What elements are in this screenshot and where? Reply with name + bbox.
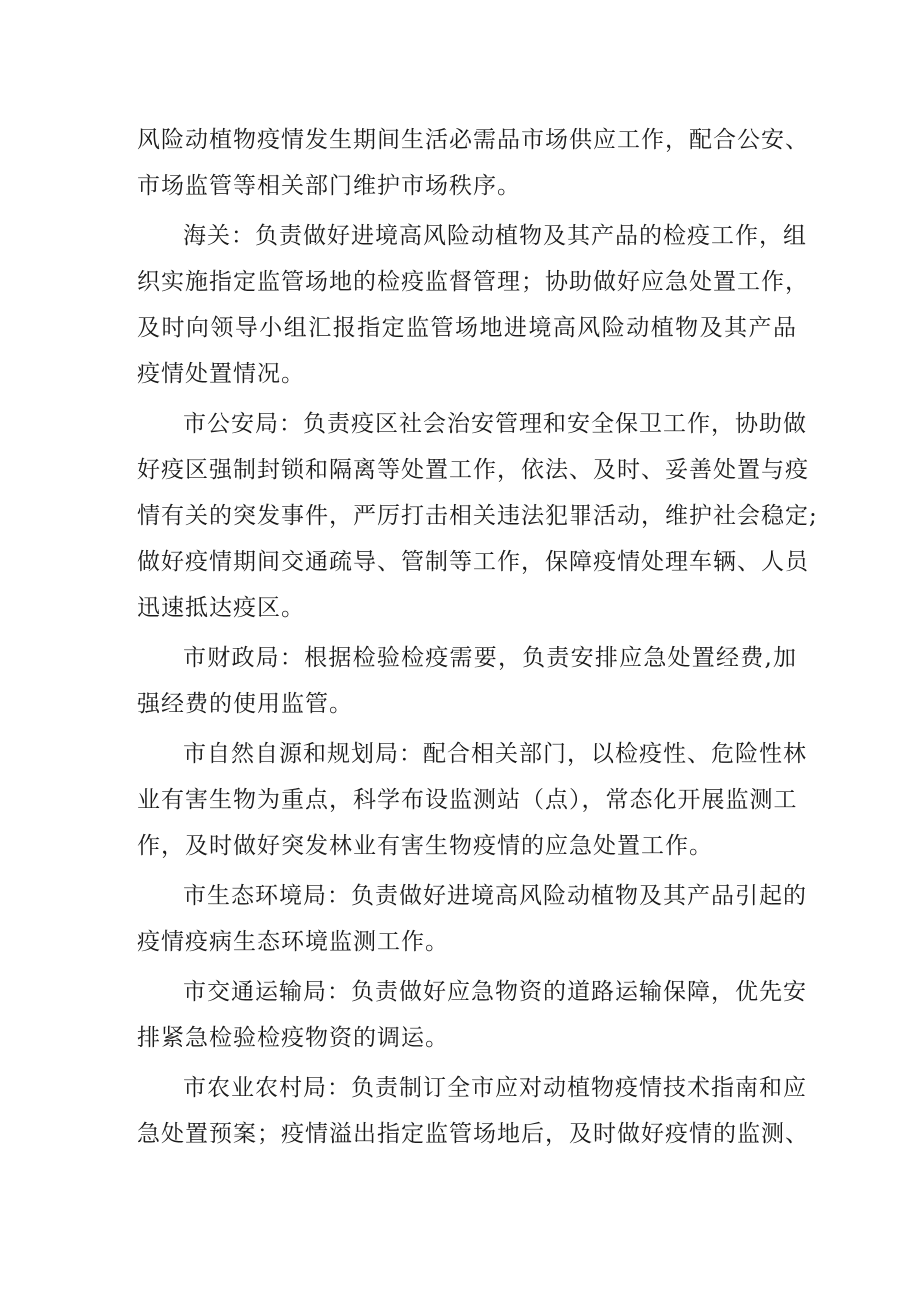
text-line: 情有关的突发事件，严厉打击相关违法犯罪活动，维护社会稳定;: [137, 503, 818, 529]
text-line: 做好疫情期间交通疏导、管制等工作，保障疫情处理车辆、人员: [137, 549, 809, 575]
text-line: 市交通运输局：负责做好应急物资的道路运输保障，优先安: [183, 979, 807, 1005]
text-line: 海关：负责做好进境高风险动植物及其产品的检疫工作，组: [183, 223, 807, 249]
paragraph: [137, 1065, 809, 1157]
paragraph: [137, 117, 809, 209]
paragraph: [137, 731, 807, 869]
paragraph: [137, 213, 809, 397]
text-line: 织实施指定监管场地的检疫监督管理；协助做好应急处置工作，: [137, 269, 809, 295]
text-line: 风险动植物疫情发生期间生活必需品市场供应工作，配合公安、: [137, 127, 809, 153]
paragraph: [137, 635, 797, 727]
text-line: 排紧急检验检疫物资的调运。: [137, 1025, 449, 1051]
text-line: 市公安局：负责疫区社会治安管理和安全保卫工作，协助做: [183, 411, 807, 437]
text-line: 市财政局：根据检验检疫需要，负责安排应急处置经费,加: [183, 645, 797, 671]
text-line: 强经费的使用监管。: [137, 691, 353, 717]
document-body: [137, 117, 818, 1161]
text-line: 市生态环境局：负责做好进境高风险动植物及其产品引起的: [183, 883, 807, 909]
paragraph: [137, 873, 807, 965]
text-line: 市自然自源和规划局：配合相关部门，以检疫性、危险性林: [183, 741, 807, 767]
text-line: 作，及时做好突发林业有害生物疫情的应急处置工作。: [137, 833, 713, 859]
text-line: 急处置预案；疫情溢出指定监管场地后，及时做好疫情的监测、: [137, 1121, 809, 1147]
text-line: 市农业农村局：负责制订全市应对动植物疫情技术指南和应: [183, 1075, 807, 1101]
text-line: 疫情处置情况。: [137, 361, 305, 387]
text-line: 好疫区强制封锁和隔离等处置工作，依法、及时、妥善处置与疫: [137, 457, 809, 483]
paragraph: [137, 969, 807, 1061]
text-line: 市场监管等相关部门维护市场秩序。: [137, 173, 521, 199]
text-line: 及时向领导小组汇报指定监管场地进境高风险动植物及其产品: [137, 315, 797, 341]
paragraph: [137, 401, 818, 631]
text-line: 疫情疫病生态环境监测工作。: [137, 929, 449, 955]
text-line: 迅速抵达疫区。: [137, 595, 305, 621]
text-line: 业有害生物为重点，科学布设监测站（点），常态化开展监测工: [137, 787, 798, 813]
